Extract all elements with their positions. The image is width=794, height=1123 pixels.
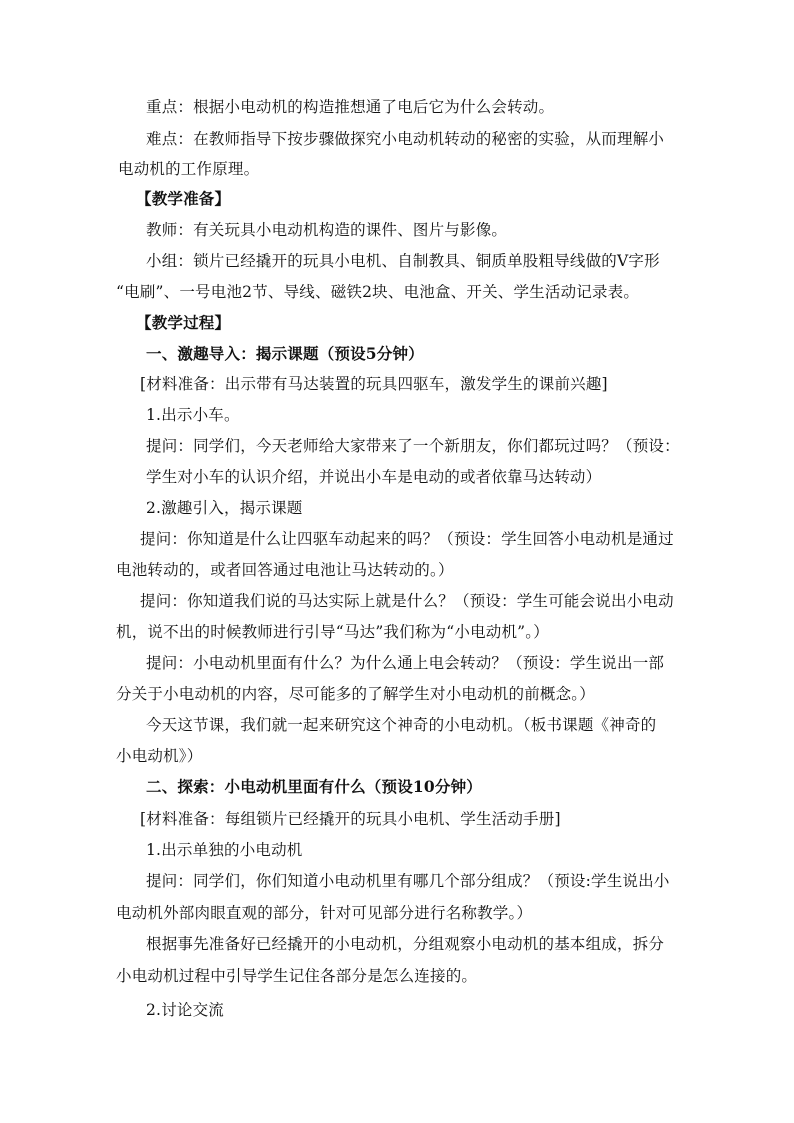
group-materials-line: 小组：锁片已经撬开的玩具小电机、自制教具、铜质单股粗导线做的V字形 <box>146 252 660 270</box>
difficulty-line-cont: 电动机的工作原理。 <box>118 160 260 178</box>
lesson-intro-line-cont: 小电动机》） <box>116 747 203 765</box>
question-line-4-cont: 分关于小电动机的内容，尽可能多的了解学生对小电动机的前概念。） <box>116 685 595 703</box>
question-line-5: 提问：同学们，你们知道小电动机里有哪几个部分组成？（预设:学生说出小 <box>146 872 670 890</box>
question-line-1-cont: 学生对小车的认识介绍，并说出小车是电动的或者依靠马达转动） <box>146 468 602 486</box>
group-materials-line-cont: “电刷”、一号电池2节、导线、磁铁2块、电池盒、开关、学生活动记录表。 <box>116 283 640 301</box>
material-note-2: [材料准备：每组锁片已经撬开的玩具小电机、学生活动手册] <box>140 810 561 828</box>
difficulty-line: 难点：在教师指导下按步骤做探究小电动机转动的秘密的实验，从而理解小 <box>146 130 665 148</box>
question-line-4: 提问：小电动机里面有什么？为什么通上电会转动？（预设：学生说出一部 <box>146 654 665 672</box>
question-line-2: 提问：你知道是什么让四驱车动起来的吗？（预设：学生回答小电动机是通过 <box>140 530 674 548</box>
question-line-5-cont: 电动机外部肉眼直观的部分，针对可见部分进行名称教学。） <box>116 904 533 922</box>
section-heading-process: 【教学过程】 <box>136 313 231 332</box>
key-point-line: 重点：根据小电动机的构造推想通了电后它为什么会转动。 <box>146 98 555 116</box>
question-line-2-cont: 电池转动的，或者回答通过电池让马达转动的。） <box>116 561 454 579</box>
subheading-explore: 二、探索：小电动机里面有什么（预设10分钟） <box>146 777 482 796</box>
step-discussion: 2.讨论交流 <box>146 1001 224 1019</box>
step-show-car: 1.出示小车。 <box>146 406 240 424</box>
material-note-1: [材料准备：出示带有马达装置的玩具四驱车，激发学生的课前兴趣] <box>140 375 608 393</box>
question-line-1: 提问：同学们，今天老师给大家带来了一个新朋友，你们都玩过吗？（预设： <box>146 437 680 455</box>
step-show-motor: 1.出示单独的小电动机 <box>146 841 303 859</box>
step-introduce-topic: 2.激趣引入，揭示课题 <box>146 499 303 517</box>
observation-line-cont: 小电动机过程中引导学生记住各部分是怎么连接的。 <box>116 967 478 985</box>
question-line-3: 提问：你知道我们说的马达实际上就是什么？（预设：学生可能会说出小电动 <box>140 592 674 610</box>
question-line-3-cont: 机，说不出的时候教师进行引导“马达”我们称为“小电动机”。） <box>116 623 549 641</box>
lesson-intro-line: 今天这节课，我们就一起来研究这个神奇的小电动机。（板书课题《神奇的 <box>146 716 657 734</box>
subheading-introduction: 一、激趣导入：揭示课题（预设5分钟） <box>146 344 424 363</box>
teacher-materials-line: 教师：有关玩具小电动机构造的课件、图片与影像。 <box>146 221 508 239</box>
section-heading-preparation: 【教学准备】 <box>136 189 231 208</box>
observation-line: 根据事先准备好已经撬开的小电动机，分组观察小电动机的基本组成，拆分 <box>146 935 665 953</box>
